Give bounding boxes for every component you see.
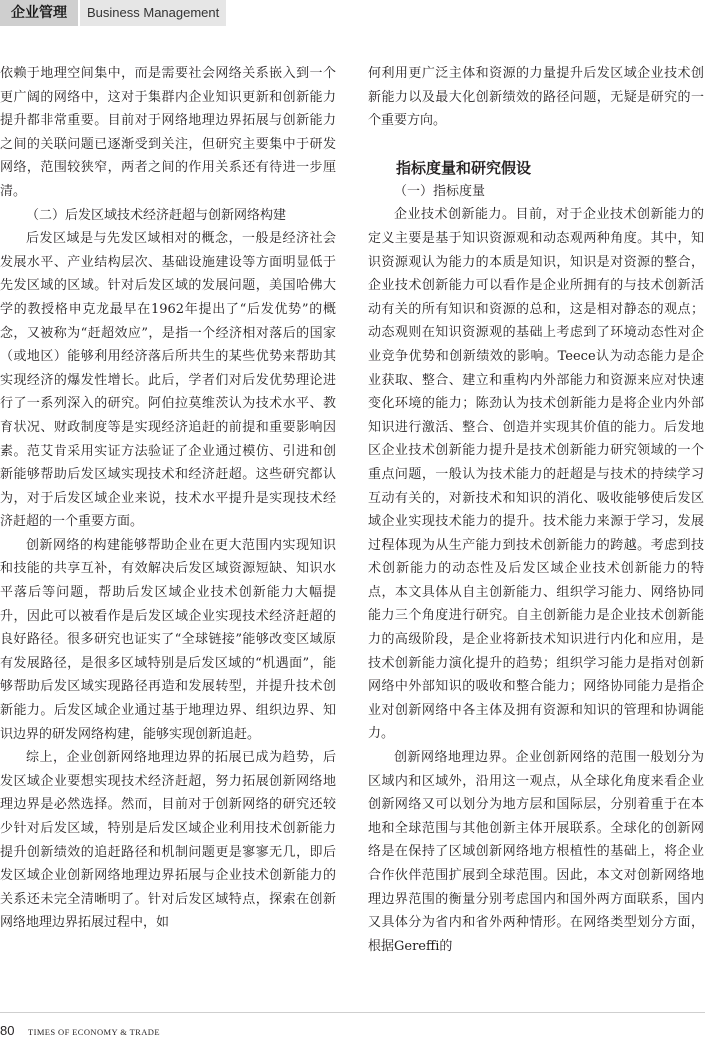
paragraph: 综上，企业创新网络地理边界的拓展已成为趋势，后发区域企业要想实现技术经济赶超，努力拓展创新网络地理边界是必然选择。然而，目前对于创新网络的研究还较少针对后发区域，特别是后发区域企业利用技术创新能力提升创新绩效的追赶路径和机制问题更是寥寥无几，即后发区域企业创新网络地理边界拓展与企业技术创新能力的关系还未完全清晰明了。针对后发区域特点，探索在创新网络地理边界拓展过程中，如 <box>0 750 336 931</box>
paragraph: 依赖于地理空间集中，而是需要社会网络关系嵌入到一个更广阔的网络中，这对于集群内企业知识更新和创新能力提升都非常重要。目前对于网络地理边界拓展与创新能力之间的关联问题已逐渐受到关注，但研究主要集中于研发网络，范围较狭窄，两者之间的作用关系还有待进一步厘清。 <box>0 66 336 199</box>
section-label: 企业管理 <box>0 0 78 26</box>
page-header <box>0 0 705 26</box>
subsection-heading: （二）后发区域技术经济赶超与创新网络构建 <box>26 207 287 223</box>
page-footer <box>0 1022 705 1040</box>
paragraph: 何利用更广泛主体和资源的力量提升后发区域企业技术创新能力以及最大化创新绩效的路径问题，无疑是研究的一个重要方向。 <box>368 66 704 129</box>
page-number: 80 <box>0 1023 15 1038</box>
left-column <box>0 62 336 935</box>
section-label-english: Business Management <box>80 0 226 26</box>
paragraph: 后发区域是与先发区域相对的概念，一般是经济社会发展水平、产业结构层次、基础设施建设等方面明显低于先发区域的区域。针对后发区域的发展问题，美国哈佛大学的教授格申克龙最早在1962年提出了“后发优势”的概念，又被称为“赶超效应”，是指一个经济相对落后的国家（或地区）能够利用经济落后所共生的某些优势来帮助其实现经济的爆发性增长。此后，学者们对后发优势理论进行了一系列深入的研究。阿伯拉莫维茨认为技术水平、教育状况、财政制度等是实现经济追赶的前提和重要影响因素。范艾肯采用实证方法验证了企业通过模仿、引进和创新能够帮助后发区域实现技术和经济赶超。这些研究都认为，对于后发区域企业来说，技术水平提升是实现技术经济赶超的一个重要方面。 <box>0 231 336 530</box>
paragraph: 企业技术创新能力。目前，对于企业技术创新能力的定义主要是基于知识资源观和动态观两种角度。其中，知识资源观认为能力的本质是知识，知识是对资源的整合，企业技术创新能力可以看作是企业所拥有的与技术创新活动有关的所有知识和资源的总和，这是相对静态的观点；动态观则在知识资源观的基础上考虑到了环境动态性对企业竞争优势和创新绩效的影响。Teece认为动态能力是企业获取、整合、建立和重构内外部能力和资源来应对快速变化环境的能力；陈劲认为技术创新能力是将企业内外部知识进行激活、整合、创造并实现其价值的能力。后发地区企业技术创新能力提升是技术创新能力研究领域的一个重点问题，一般认为技术能力的赶超是与技术的持续学习互动有关的，对新技术和知识的消化、吸收能够使后发区域企业实现技术能力的提升。技术能力来源于学习，发展过程体现为从生产能力到技术创新能力的跨越。考虑到技术创新能力的动态性及后发区域企业技术创新能力的特点，本文具体从自主创新能力、组织学习能力、网络协同能力三个角度进行研究。自主创新能力是企业技术创新能力的高级阶段，是企业将新技术知识进行内化和应用，是技术创新能力演化提升的趋势；组织学习能力是指对创新网络中外部知识的吸收和整合能力；网络协同能力是指企业对创新网络中各主体及拥有资源和知识的管理和协调能力。 <box>368 207 704 742</box>
subsection-heading: （一）指标度量 <box>394 183 486 199</box>
journal-name: TIMES OF ECONOMY & TRADE <box>28 1027 160 1037</box>
section-heading: 指标度量和研究假设 <box>396 158 532 177</box>
footer-divider <box>0 1012 705 1013</box>
paragraph: 创新网络地理边界。企业创新网络的范围一般划分为区域内和区域外，沿用这一观点，从全球化角度来看企业创新网络又可以划分为地方层和国际层，分别着重于在本地和全球范围与其他创新主体开展联系。全球化的创新网络是在保持了区域创新网络地方根植性的基础上，将企业合作伙伴范围扩展到全球范围。因此，本文对创新网络地理边界范围的衡量分别考虑国内和国外两方面联系，国内又具体分为省内和省外两种情形。在网络类型划分方面，根据Gereffi的 <box>368 750 704 954</box>
paragraph: 创新网络的构建能够帮助企业在更大范围内实现知识和技能的共享互补，有效解决后发区域资源短缺、知识水平落后等问题，帮助后发区域企业技术创新能力大幅提升，因此可以被看作是后发区域企业实现技术经济赶超的良好路径。很多研究也证实了“全球链接”能够改变区域原有发展路径，是很多区域特别是后发区域的“机遇面”，能够帮助后发区域实现路径再造和发展转型，并提升技术创新能力。后发区域企业通过基于地理边界、组织边界、知识边界的研发网络构建，能够实现创新追赶。 <box>0 537 336 742</box>
right-column <box>368 62 704 958</box>
